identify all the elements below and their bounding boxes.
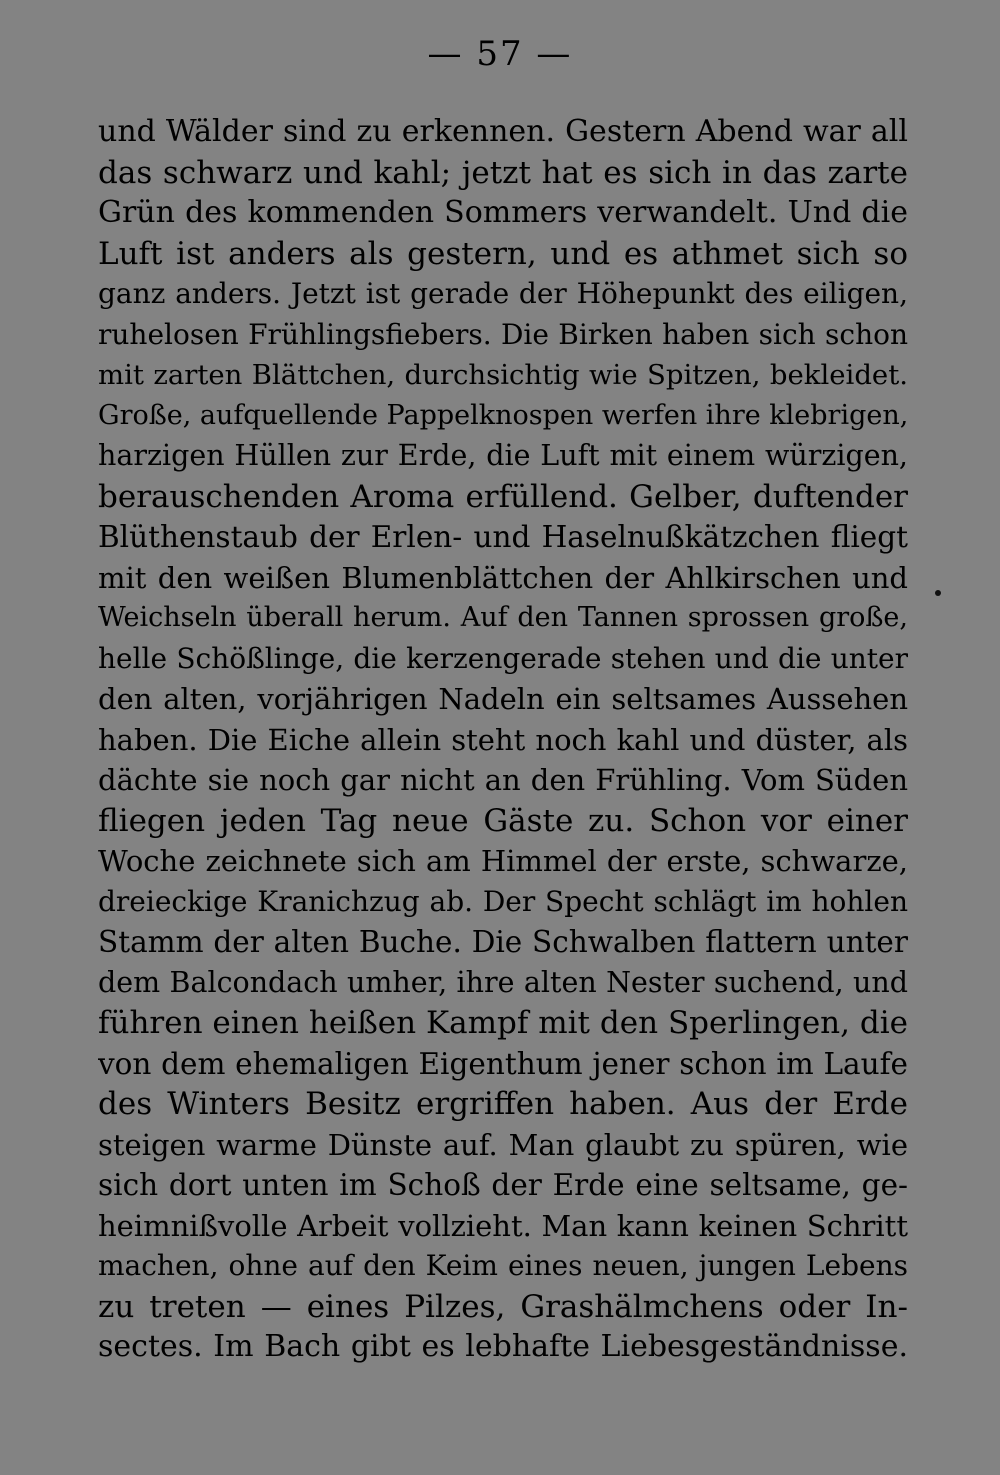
- text-line: Blüthenstaub der Erlen- und Haselnußkätzchen fliegt: [98, 520, 908, 554]
- text-line: steigen warme Dünste auf. Man glaubt zu spüren, wie: [98, 1127, 908, 1162]
- text-line: den alten, vorjährigen Nadeln ein seltsames Aussehen: [98, 682, 908, 716]
- text-line: ganz anders. Jetzt ist gerade der Höhepunkt des eiligen,: [98, 277, 908, 310]
- text-line: führen einen heißen Kampf mit den Sperlingen, die: [98, 1005, 908, 1041]
- text-line: heimnißvolle Arbeit vollzieht. Man kann keinen Schritt: [98, 1208, 908, 1243]
- text-line: das schwarz und kahl; jetzt hat es sich in das zarte: [98, 154, 908, 191]
- body-text: [98, 112, 908, 1368]
- text-line: berauschenden Aroma erfüllend. Gelber, duftender: [98, 478, 908, 515]
- text-line: Luft ist anders als gestern, und es athmet sich so: [98, 235, 908, 272]
- page-number: — 57 —: [427, 34, 573, 74]
- text-line: ruhelosen Frühlingsfiebers. Die Birken haben sich schon: [98, 317, 908, 351]
- text-line: mit zarten Blättchen, durchsichtig wie Spitzen, bekleidet.: [98, 359, 908, 391]
- text-line: zu treten — eines Pilzes, Grashälmchens oder In-: [98, 1288, 908, 1325]
- text-line: sectes. Im Bach gibt es lebhafte Liebesgeständnisse.: [98, 1329, 908, 1364]
- text-line: haben. Die Eiche allein steht noch kahl und düster, als: [98, 722, 908, 757]
- text-line: von dem ehemaligen Eigenthum jener schon im Laufe: [98, 1046, 908, 1081]
- ink-speck: [935, 590, 941, 596]
- text-line: mit den weißen Blumenblättchen der Ahlkirschen und: [98, 560, 908, 595]
- text-line: Stamm der alten Buche. Die Schwalben flattern unter: [98, 925, 908, 959]
- text-line: Woche zeichnete sich am Himmel der erste, schwarze,: [98, 844, 908, 878]
- text-line: Grün des kommenden Sommers verwandelt. Und die: [98, 195, 908, 230]
- text-line: des Winters Besitz ergriffen haben. Aus der Erde: [98, 1086, 908, 1122]
- text-line: dem Balcondach umher, ihre alten Nester suchend, und: [98, 965, 908, 999]
- text-line: sich dort unten im Schoß der Erde eine seltsame, ge-: [98, 1168, 908, 1202]
- text-line: helle Schößlinge, die kerzengerade stehen und die unter: [98, 641, 908, 675]
- text-line: machen, ohne auf den Keim eines neuen, jungen Lebens: [98, 1249, 908, 1282]
- text-line: und Wälder sind zu erkennen. Gestern Abend war all: [98, 114, 908, 149]
- text-line: Große, aufquellende Pappelknospen werfen ihre klebrigen,: [98, 399, 908, 431]
- text-line: fliegen jeden Tag neue Gäste zu. Schon vor einer: [98, 802, 908, 839]
- text-line: harzigen Hüllen zur Erde, die Luft mit einem würzigen,: [98, 439, 908, 472]
- text-line: dächte sie noch gar nicht an den Frühling. Vom Süden: [98, 763, 908, 797]
- text-line: Weichseln überall herum. Auf den Tannen sprossen große,: [98, 602, 908, 633]
- text-line: dreieckige Kranichzug ab. Der Specht schlägt im hohlen: [98, 884, 908, 918]
